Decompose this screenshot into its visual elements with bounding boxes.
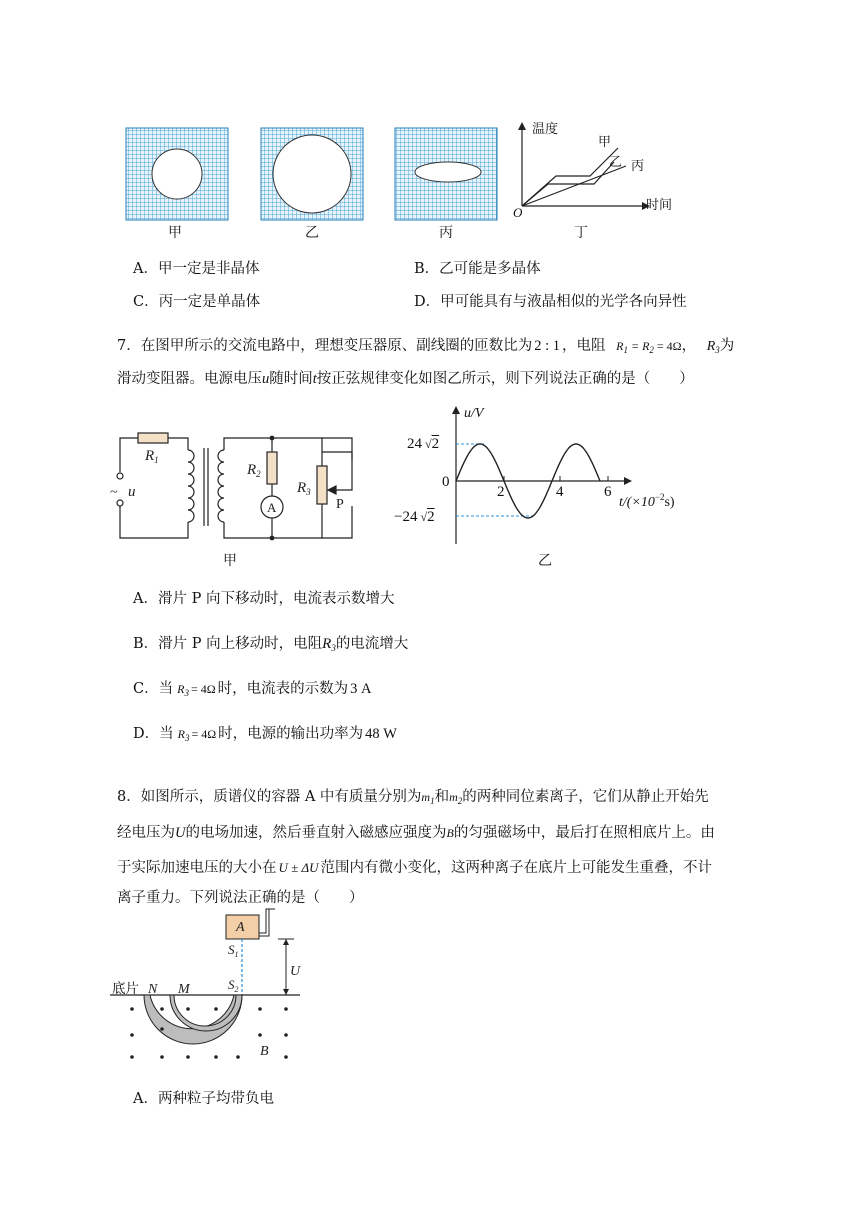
option-letter: C．: [133, 681, 159, 697]
caption-jia: 甲: [168, 225, 182, 241]
graph-origin: O: [513, 205, 523, 220]
crystal-sample-yi: [261, 128, 363, 220]
circuit-diagram: [108, 426, 368, 556]
q7-option-d[interactable]: D．当 $R_3 = 4\Omega$ 时，电源的输出功率为 48 W: [133, 726, 397, 743]
svg-text:R2: $R_2$: [247, 462, 261, 479]
option-letter: A．: [133, 591, 158, 607]
q8-stem-line1: 8．如图所示，质谱仪的容器 A 中有质量分别为$m_1$和$m_2$的两种同位素离子，它们从静止开始先: [117, 789, 709, 806]
resistor-r1: [138, 433, 168, 443]
option-letter: A．: [133, 1091, 158, 1107]
caption-ding: 丁: [574, 225, 588, 241]
q6-option-a[interactable]: [133, 257, 259, 278]
option-text: 甲一定是非晶体: [157, 261, 260, 277]
turns-ratio: 2 : 1: [534, 338, 561, 354]
q7-option-c[interactable]: C．当 $R_3 = 4\Omega$ 时，电流表的示数为 3 A: [133, 681, 372, 698]
option-text: 乙可能是多晶体: [439, 261, 541, 277]
crystal-sample-jia: [126, 128, 228, 220]
u-min-label: −24 √2: [394, 509, 435, 525]
svg-text:N: N: [148, 982, 158, 997]
q7-stem-line1: 7．在图甲所示的交流电路中，理想变压器原、副线圈的匝数比为 2 : 1 ，电阻 $R_1 = R_2 = 4\Omega$， $R_3$为: [117, 338, 735, 355]
svg-text:R1: $R_1$: [145, 448, 159, 465]
q6-option-b[interactable]: [414, 257, 541, 278]
option-text: 丙一定是单晶体: [158, 294, 261, 310]
option-text: 滑片 P 向上移动时，电阻: [158, 636, 323, 652]
q7-option-a[interactable]: [133, 587, 394, 608]
circuit-caption: 甲: [223, 553, 237, 569]
mass-spectrometer-figure: [110, 905, 310, 1065]
svg-text:B: B: [260, 1044, 269, 1059]
q8-stem-line2: 经电压为U的电场加速，然后垂直射入磁感应强度为B的匀强磁场中，最后打在照相底片上。由: [117, 825, 715, 841]
svg-text:A: A: [267, 500, 277, 515]
graph-caption: 乙: [538, 553, 552, 569]
u-axis-label: u/V: [464, 406, 484, 421]
caption-bing: 丙: [439, 225, 453, 241]
option-text: 两种粒子均带负电: [157, 1091, 274, 1107]
option-letter: C．: [133, 294, 159, 310]
option-letter: D．: [133, 726, 160, 742]
crystal-sample-bing: [395, 128, 497, 220]
resistance-eq: = 4Ω: [656, 339, 682, 353]
svg-text:M: M: [178, 982, 190, 997]
curve-yi: [522, 162, 614, 206]
option-letter: B．: [414, 261, 440, 277]
primary-coil: [188, 450, 194, 522]
q6-option-c[interactable]: [133, 290, 260, 311]
curve-label-yi: 乙: [609, 155, 623, 170]
voltage-range: U ± ΔU: [278, 860, 319, 875]
resistor-r3: [317, 466, 327, 504]
graph-x-label: 时间: [646, 198, 673, 213]
caption-yi: 乙: [305, 225, 319, 241]
svg-text:R3: $R_3$: [297, 480, 311, 497]
option-text: 滑片 P 向下移动时，电流表示数增大: [157, 591, 395, 607]
zero-label: 0: [442, 474, 450, 490]
svg-text:S2: $S_2$: [228, 977, 239, 994]
curve-label-bing: 丙: [631, 159, 645, 174]
curve-label-jia: 甲: [598, 135, 612, 150]
film-label: 底片: [112, 981, 139, 997]
t-axis-label: $t/(\times 10^{-2}s)$: [619, 492, 675, 510]
resistor-r2: [267, 452, 277, 484]
option-letter: A．: [133, 261, 158, 277]
t-tick-2: 2: [497, 484, 505, 500]
q8-stem-line4: 离子重力。下列说法正确的是（ ）: [117, 890, 364, 906]
svg-text:u: u: [128, 484, 136, 500]
option-text: 甲可能具有与液晶相似的光学各向异性: [440, 294, 687, 310]
q6-option-d[interactable]: [414, 290, 687, 311]
svg-text:~: ~: [110, 485, 118, 500]
graph-y-label: 温度: [532, 122, 559, 137]
q7-stem-line2: 滑动变阻器。电源电压u随时间t按正弦规律变化如图乙所示，则下列说法正确的是（ ）: [117, 371, 694, 387]
q8-option-a[interactable]: [133, 1087, 274, 1108]
q7-option-b[interactable]: B．滑片 P 向上移动时，电阻$R_3$的电流增大: [133, 636, 409, 653]
svg-text:U: U: [290, 964, 301, 979]
svg-text:S1: $S_1$: [228, 942, 239, 959]
curve-jia: [522, 148, 618, 206]
power-value: 48 W: [365, 726, 397, 742]
q8-stem-line3-text: 于实际加速电压的大小在 U ± ΔU 范围内有微小变化，这两种离子在底片上可能发生重叠，不计: [117, 860, 713, 876]
secondary-coil: [218, 450, 224, 522]
option-letter: B．: [133, 636, 159, 652]
svg-text:A: A: [236, 920, 245, 935]
svg-text:P: P: [336, 497, 344, 512]
u-max-label: 24 √2: [407, 436, 440, 452]
t-tick-6: 6: [604, 484, 612, 500]
option-letter: D．: [414, 294, 441, 310]
current-value: 3 A: [350, 681, 372, 697]
t-tick-4: 4: [556, 484, 564, 500]
